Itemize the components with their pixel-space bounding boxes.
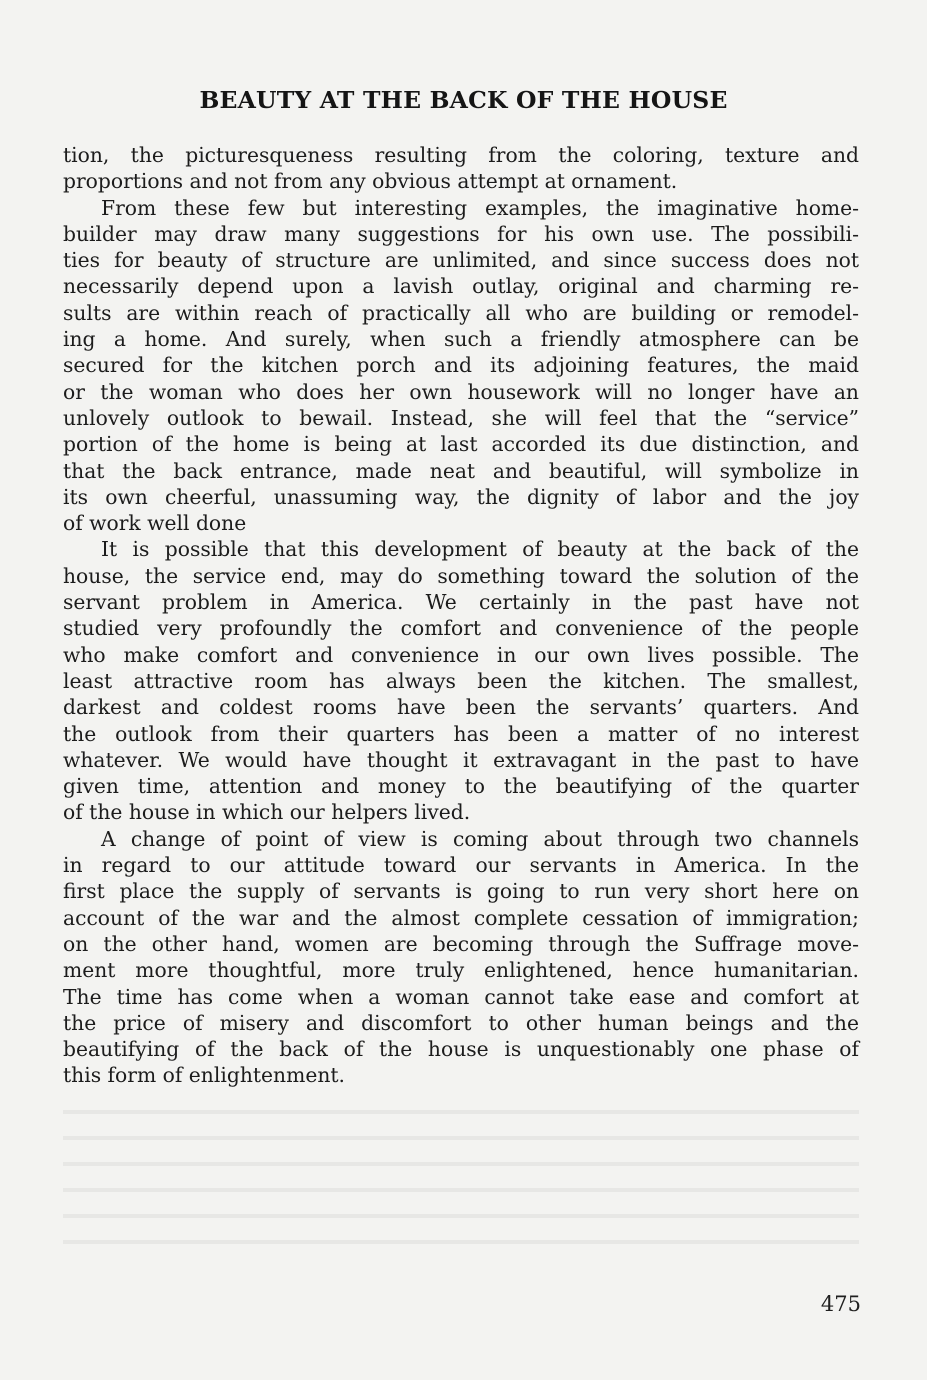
text-line: whatever. We would have thought it extravagant in the past to have <box>63 747 859 772</box>
text-line: unlovely outlook to bewail. Instead, she will feel that the “service” <box>63 405 859 430</box>
text-line: necessarily depend upon a lavish outlay, original and charming re- <box>63 274 859 299</box>
text-line: beautifying of the back of the house is unquestionably one phase of <box>63 1037 859 1062</box>
text-line: or the woman who does her own housework will no longer have an <box>63 379 859 404</box>
text-line: its own cheerful, unassuming way, the dignity of labor and the joy <box>63 484 859 509</box>
text-line: the price of misery and discomfort to other human beings and the <box>63 1010 859 1035</box>
text-line: that the back entrance, made neat and beautiful, will symbolize in <box>63 458 859 483</box>
text-line: in regard to our attitude toward our servants in America. In the <box>63 853 859 878</box>
text-line: on the other hand, women are becoming through the Suffrage move- <box>63 931 859 956</box>
text-line: sults are within reach of practically all who are building or remodel- <box>63 300 859 325</box>
text-line: It is possible that this development of beauty at the back of the <box>101 537 859 562</box>
text-line: first place the supply of servants is going to run very short here on <box>63 879 859 904</box>
show-through-texture <box>63 1098 859 1260</box>
text-line: who make comfort and convenience in our own lives possible. The <box>63 642 859 667</box>
text-line: secured for the kitchen porch and its adjoining features, the maid <box>63 353 859 378</box>
text-line: least attractive room has always been the kitchen. The smallest, <box>63 668 859 693</box>
text-line: builder may draw many suggestions for his own use. The possibili- <box>63 221 859 246</box>
text-line: ing a home. And surely, when such a friendly atmosphere can be <box>63 327 859 352</box>
text-line: servant problem in America. We certainly in the past have not <box>63 590 859 615</box>
text-line: From these few but interesting examples, the imaginative home- <box>101 195 859 220</box>
running-header: BEAUTY AT THE BACK OF THE HOUSE <box>199 86 728 114</box>
text-line: proportions and not from any obvious attempt at ornament. <box>63 169 678 194</box>
text-line: account of the war and the almost complete cessation of immigration; <box>63 905 859 930</box>
text-line: given time, attention and money to the beautifying of the quarter <box>63 774 859 799</box>
text-line: this form of enlightenment. <box>63 1063 345 1088</box>
page-number: 475 <box>820 1292 861 1316</box>
body-text <box>63 142 859 1089</box>
text-line: ment more thoughtful, more truly enlightened, hence humanitarian. <box>63 958 859 983</box>
text-line: house, the service end, may do something toward the solution of the <box>63 563 859 588</box>
text-line: A change of point of view is coming about through two channels <box>101 826 859 851</box>
text-line: portion of the home is being at last accorded its due distinction, and <box>63 432 859 457</box>
text-line: of the house in which our helpers lived. <box>63 800 471 825</box>
text-line: of work well done <box>63 511 247 536</box>
text-line: the outlook from their quarters has been a matter of no interest <box>63 721 859 746</box>
text-line: studied very profoundly the comfort and convenience of the people <box>63 616 859 641</box>
text-line: ties for beauty of structure are unlimited, and since success does not <box>63 248 859 273</box>
text-line: tion, the picturesqueness resulting from the coloring, texture and <box>63 143 859 167</box>
text-line: darkest and coldest rooms have been the servants’ quarters. And <box>63 695 859 720</box>
text-line: The time has come when a woman cannot take ease and comfort at <box>63 984 859 1009</box>
